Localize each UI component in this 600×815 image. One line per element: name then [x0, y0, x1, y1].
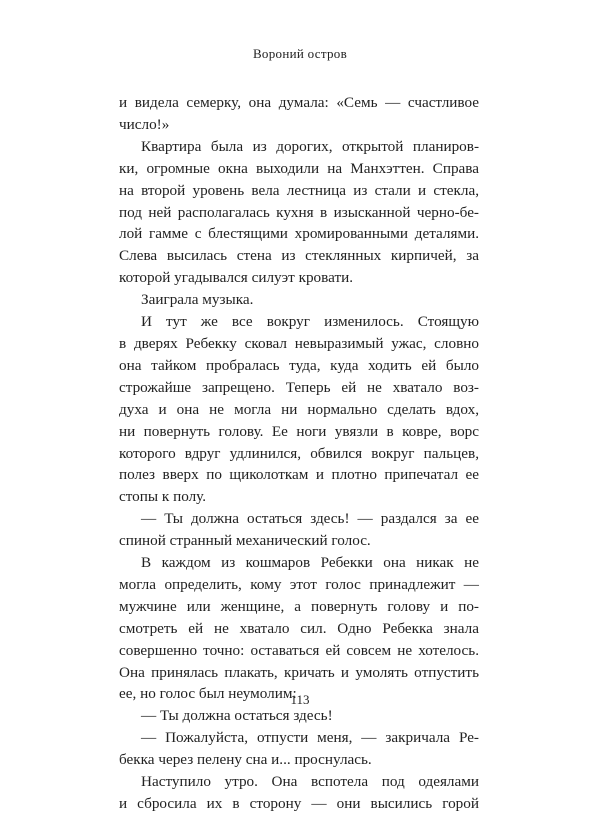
- text-line: Она принялась плакать, кричать и умолять отпустить: [119, 663, 479, 681]
- text-line: спиной странный механический голос.: [119, 532, 371, 550]
- text-line: Слева высилась стена из стеклянных кирпичей, за: [119, 247, 479, 265]
- text-line: ее, но голос был неумолим:: [119, 685, 297, 703]
- text-line: бекка через пелену сна и... проснулась.: [119, 751, 372, 769]
- text-line: Квартира была из дорогих, открытой планиров-: [141, 137, 479, 155]
- text-line: совершенно точно: оставаться ей совсем не хотелось.: [119, 641, 479, 659]
- text-line: И тут же все вокруг изменилось. Стоящую: [141, 313, 479, 331]
- text-line: и видела семерку, она думала: «Семь — счастливое: [119, 94, 479, 111]
- text-line: — Пожалуйста, отпусти меня, — закричала Ре-: [141, 729, 479, 747]
- text-line: и сбросила их в сторону — они высились горой: [119, 795, 479, 812]
- text-line: строжайше запрещено. Теперь ей не хватало воз-: [119, 378, 479, 396]
- text-line: Наступило утро. Она вспотела под одеялами: [141, 773, 479, 791]
- text-line: мужчине или женщине, а повернуть голову и по-: [119, 597, 479, 615]
- text-line: В каждом из кошмаров Ребекки она никак не: [141, 554, 479, 572]
- text-line: стопы к полу.: [119, 488, 207, 506]
- text-line: ки, огромные окна выходили на Манхэттен. Справа: [119, 159, 479, 177]
- text-line: под ней располагалась кухня в изысканной черно-бе-: [119, 203, 479, 221]
- text-line: — Ты должна остаться здесь! — раздался за ее: [141, 510, 479, 528]
- text-line: на второй уровень вела лестница из стали и стекла,: [119, 181, 479, 199]
- text-line: — Ты должна остаться здесь!: [141, 707, 333, 725]
- text-line: которой угадывался силуэт кровати.: [119, 269, 354, 287]
- text-line: смотреть ей не хватало сил. Одно Ребекка знала: [119, 619, 479, 637]
- page-number: 113: [290, 692, 310, 707]
- text-line: она тайком пробралась туда, куда ходить ей было: [119, 356, 479, 374]
- text-line: которого вдруг удлинился, обвился вокруг пальцев,: [119, 444, 479, 462]
- text-line: ни повернуть голову. Ее ноги увязли в ковре, ворс: [119, 422, 479, 440]
- text-line: в дверях Ребекку сковал невыразимый ужас, словно: [119, 334, 479, 352]
- text-line: могла определить, кому этот голос принадлежит —: [119, 575, 479, 593]
- text-line: Заиграла музыка.: [141, 291, 254, 309]
- text-line: число!»: [119, 115, 170, 133]
- text-line: лой гамме с блестящими хромированными деталями.: [119, 225, 479, 243]
- text-line: полез вверх по щиколоткам и плотно припечатал ее: [119, 466, 479, 484]
- text-line: духа и она не могла ни нормально сделать вдох,: [119, 400, 479, 418]
- running-title: Вороний остров: [252, 46, 348, 61]
